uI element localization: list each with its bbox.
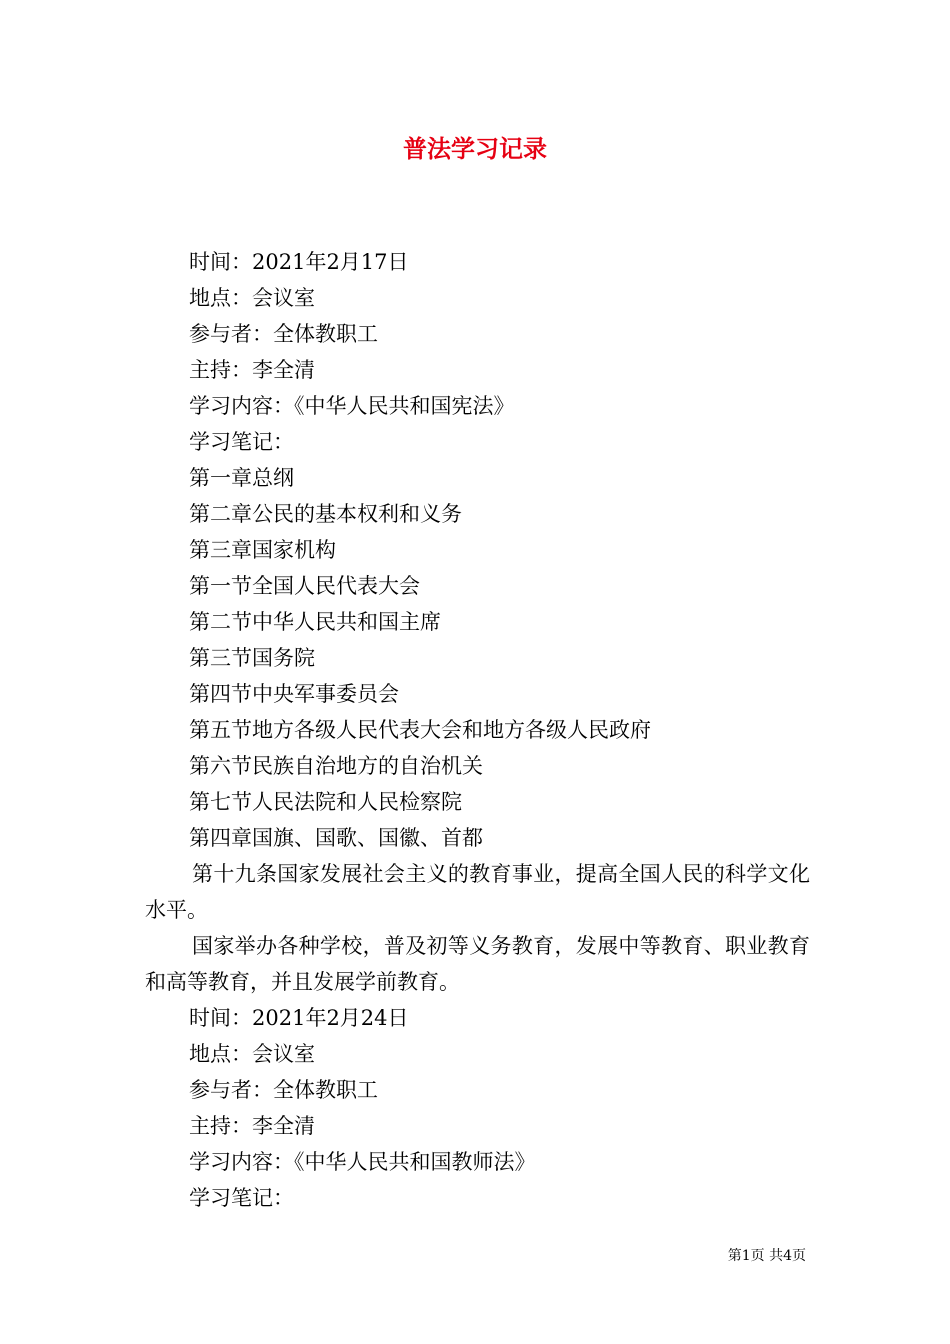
session1-notes-label: 学习笔记：: [189, 430, 294, 454]
outline-item: 第二节中华人民共和国主席: [189, 610, 441, 634]
session2-host: 主持：李全清: [189, 1114, 315, 1138]
outline-item: 第二章公民的基本权利和义务: [189, 502, 462, 526]
session2-place: 地点：会议室: [189, 1042, 315, 1066]
page-number-footer: 第1页 共4页: [727, 1248, 806, 1264]
session1-time: 时间：2021年2月17日: [189, 250, 409, 274]
outline-item: 第四章国旗、国歌、国徽、首都: [189, 826, 483, 850]
session2-content: 学习内容：《中华人民共和国教师法》: [189, 1150, 536, 1174]
session1-place: 地点：会议室: [189, 286, 315, 310]
outline-item: 第一节全国人民代表大会: [189, 574, 420, 598]
outline-item: 第三章国家机构: [189, 538, 336, 562]
article-paragraph: 第十九条国家发展社会主义的教育事业，提高全国人民的科学文化水平。: [145, 862, 810, 922]
article-paragraph: 国家举办各种学校，普及初等义务教育，发展中等教育、职业教育和高等教育，并且发展学前教育。: [145, 934, 810, 994]
outline-item: 第三节国务院: [189, 646, 315, 670]
outline-item: 第六节民族自治地方的自治机关: [189, 754, 483, 778]
session2-notes-label: 学习笔记：: [189, 1186, 294, 1210]
session1-participants: 参与者：全体教职工: [189, 322, 378, 346]
session1-host: 主持：李全清: [189, 358, 315, 382]
outline-item: 第四节中央军事委员会: [189, 682, 399, 706]
outline-item: 第一章总纲: [189, 466, 294, 490]
document-title: 普法学习记录: [403, 134, 547, 163]
session2-participants: 参与者：全体教职工: [189, 1078, 378, 1102]
outline-item: 第五节地方各级人民代表大会和地方各级人民政府: [189, 718, 651, 742]
session2-time: 时间：2021年2月24日: [189, 1006, 409, 1030]
session1-content: 学习内容：《中华人民共和国宪法》: [189, 394, 515, 418]
document-body: [145, 244, 810, 1216]
outline-item: 第七节人民法院和人民检察院: [189, 790, 462, 814]
